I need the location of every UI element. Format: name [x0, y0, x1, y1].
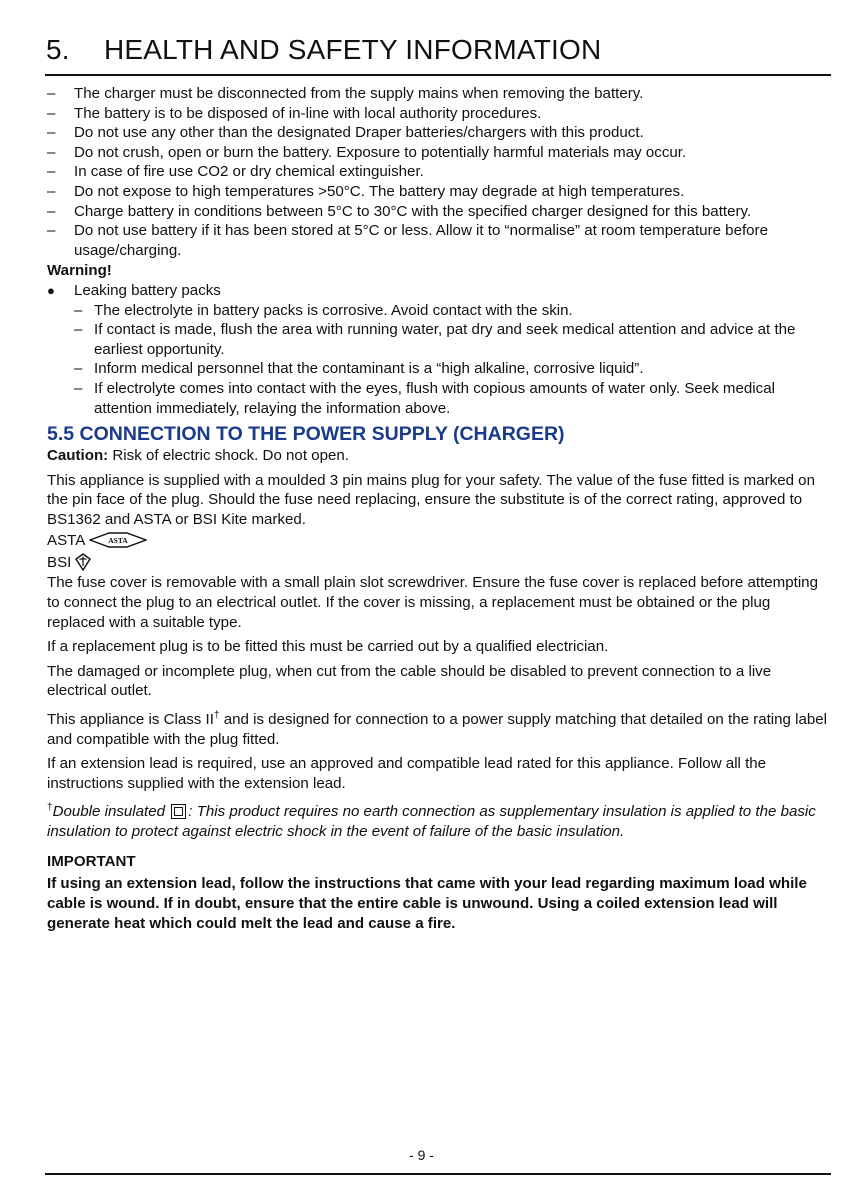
list-marker: – [47, 143, 56, 161]
page-number: - 9 - [409, 1147, 434, 1163]
kitemark-icon [75, 553, 91, 571]
asta-row [47, 529, 832, 551]
section-number: 5. [46, 34, 70, 65]
list-marker: – [47, 182, 56, 200]
asta-label: ASTA [47, 531, 86, 549]
bullet-icon: ● [47, 282, 55, 298]
warning-sub-list [47, 301, 832, 419]
dagger-mark: † [213, 710, 220, 722]
extension-lead-paragraph: If an extension lead is required, use an approved and compatible lead rated for this appliance. Follow all the instructions supplied with the extension lead. [47, 755, 767, 792]
top-divider [45, 74, 831, 76]
bottom-divider [45, 1173, 831, 1175]
warning-title: Warning! [47, 262, 112, 280]
caution-label: Caution: [47, 447, 109, 465]
asta-logo-text: ASTA [108, 536, 129, 546]
asta-diamond-icon [89, 532, 147, 548]
list-item: – Do not use any other than the designated Draper batteries/chargers with this product. [47, 124, 644, 142]
section-heading [46, 34, 601, 66]
list-marker: – [74, 301, 83, 319]
important-title: IMPORTANT [47, 852, 136, 870]
list-marker: – [74, 321, 83, 339]
subsection-heading: 5.5 CONNECTION TO THE POWER SUPPLY (CHARGER) [47, 423, 565, 446]
list-item: – The battery is to be disposed of in-line with local authority procedures. [47, 104, 542, 122]
important-text: If using an extension lead, follow the instructions that came with your lead regarding maximum load while cable is wound. If in doubt, ensure that the entire cable is unwound. Using a coiled extension lead will generate heat which could melt the lead and cause a fire. [47, 875, 807, 932]
class-ii-paragraph: This appliance is Class II† and is designed for connection to a power supply matching that detailed on the rating label and compatible with the plug fitted. [47, 710, 828, 748]
bsi-label: BSI [47, 553, 72, 571]
list-item: – The charger must be disconnected from the supply mains when removing the battery. [47, 85, 644, 102]
section-title: HEALTH AND SAFETY INFORMATION [104, 34, 602, 65]
list-marker: – [47, 104, 56, 122]
double-insulated-footnote: †Double insulated : This product requires no earth connection as supplementary insulation is applied to the basic insulation to protect against electric shock in the event of failure of the basic insulation. [47, 802, 816, 841]
list-item: – The electrolyte in battery packs is corrosive. Avoid contact with the skin. [74, 301, 573, 319]
list-item: – Do not crush, open or burn the battery. Exposure to potentially harmful materials may occur. [47, 143, 687, 161]
damaged-plug-paragraph: The damaged or incomplete plug, when cut from the cable should be disabled to prevent connection to a live electrical outlet. [47, 662, 772, 700]
bsi-row [47, 551, 832, 573]
list-marker: – [47, 202, 56, 220]
battery-safety-list [47, 84, 832, 260]
list-item: – Inform medical personnel that the contaminant is a “high alkaline, corrosive liquid”. [74, 360, 644, 378]
replacement-plug-paragraph: If a replacement plug is to be fitted this must be carried out by a qualified electrician. [47, 638, 609, 656]
list-marker: – [47, 124, 56, 142]
list-marker: – [47, 222, 56, 240]
list-item: – Charge battery in conditions between 5°C to 30°C with the specified charger designed for this battery. [47, 202, 752, 220]
list-marker: – [74, 360, 83, 378]
caution-line: Caution: Risk of electric shock. Do not open. [47, 447, 349, 465]
content-area [47, 84, 832, 934]
double-insulated-icon [171, 804, 186, 819]
footnote-dagger: † [47, 802, 53, 814]
list-marker: – [47, 163, 56, 181]
list-item: – If contact is made, flush the area with running water, pat dry and seek medical attention and advice at the earliest opportunity. [74, 321, 796, 358]
list-item: – If electrolyte comes into contact with the eyes, flush with copious amounts of water only. Seek medical attention immediately, relaying the information above. [74, 379, 775, 417]
warning-bullet: ● Leaking battery packs [47, 281, 221, 299]
fuse-paragraph: This appliance is supplied with a moulded 3 pin mains plug for your safety. The value of the fuse fitted is marked on the pin face of the plug. Should the fuse need replacing, ensure the substitute is of the correct rating, approved to BS1362 and ASTA or BSI Kite marked. [47, 471, 815, 528]
fuse-cover-paragraph: The fuse cover is removable with a small plain slot screwdriver. Ensure the fuse cover is replaced before attempting to connect the plug to an electrical outlet. If the cover is missing, a replacement must be obtained or the plug replaced with a suitable type. [47, 574, 818, 631]
list-marker: – [47, 85, 56, 102]
list-item: – Do not use battery if it has been stored at 5°C or less. Allow it to “normalise” at room temperature before usage/charging. [47, 222, 768, 259]
list-marker: – [74, 379, 83, 397]
list-item: – In case of fire use CO2 or dry chemical extinguisher. [47, 163, 424, 181]
list-item: – Do not expose to high temperatures >50°C. The battery may degrade at high temperatures. [47, 182, 685, 200]
